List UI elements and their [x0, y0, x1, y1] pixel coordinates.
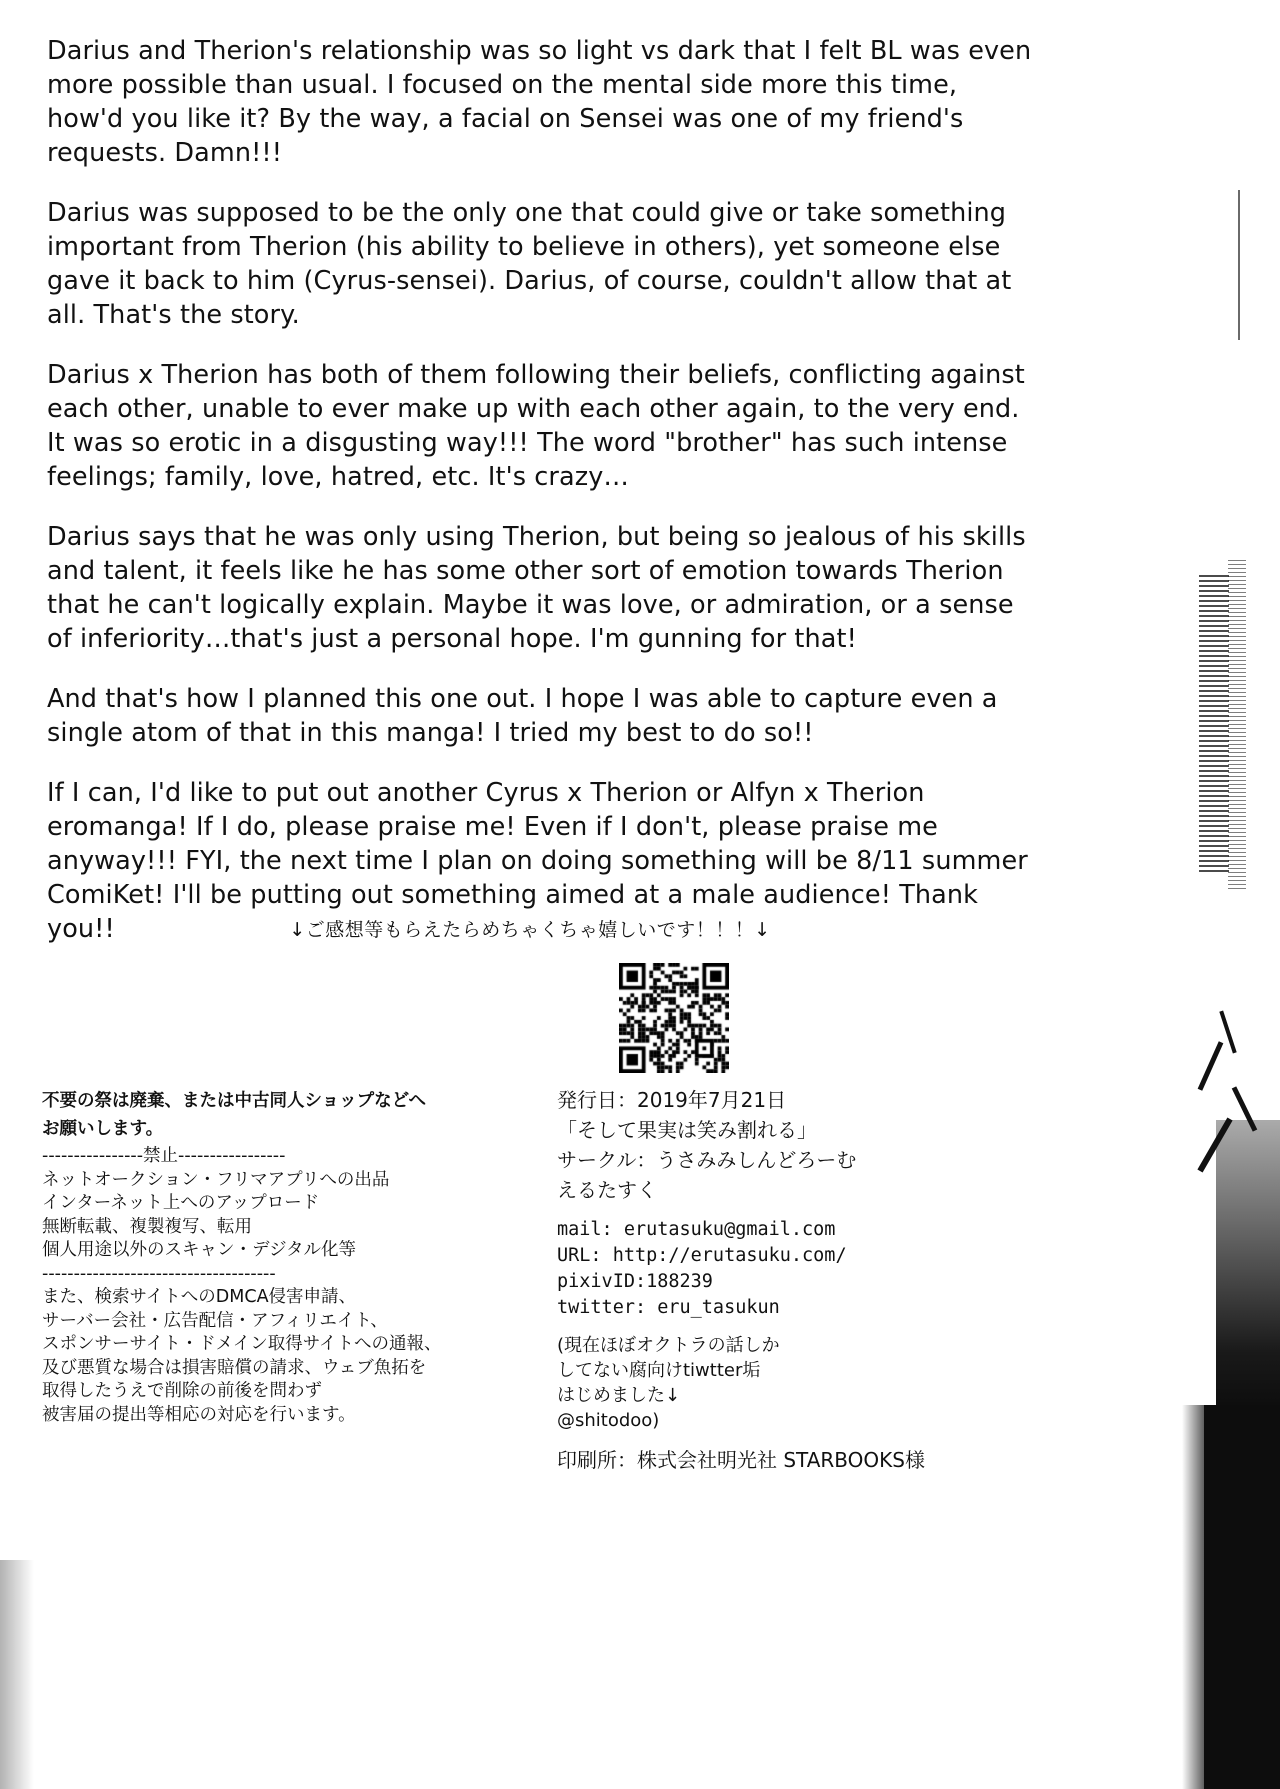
legal-line: ------------------------------------- — [42, 1263, 276, 1284]
contact-twitter[interactable]: twitter: eru_tasukun — [557, 1297, 780, 1318]
afterword-paragraph: Darius and Therion's relationship was so light vs dark that I felt BL was even more possible than usual. I focused on the mental side more this time, how'd you like it? By the way, a facial on Sensei was one of my friend's requests. Damn!!! — [47, 36, 1032, 168]
legal-line: また、検索サイトへのDMCA侵害申請、 — [42, 1287, 357, 1307]
page-gutter-shadow — [0, 1560, 34, 1789]
edge-ink-stroke — [1219, 1010, 1236, 1053]
edge-ink-stroke — [1197, 1118, 1232, 1173]
legal-line: 無断転載、複製複写、転用 — [42, 1216, 252, 1237]
afterword-paragraph: Darius x Therion has both of them following their beliefs, conflicting against each other, unable to ever make up with each other again, to the very end. It was so erotic in a disgusting way!!! The word "brother" has such intense feelings; family, love, hatred, etc. It's crazy… — [47, 360, 1025, 492]
edge-ink-mass — [1204, 1405, 1280, 1789]
edge-line-mark — [1238, 190, 1240, 340]
publication-date: 発行日：2019年7月21日 — [557, 1088, 787, 1112]
afterword-paragraph: Darius was supposed to be the only one that could give or take something important from Therion (his ability to believe in others), yet someone else gave it back to him (Cyrus-sensei). Darius, of course, couldn't allow that at all. That's the story. — [47, 198, 1012, 330]
legal-line: 不要の祭は廃棄、または中古同人ショップなどへ — [42, 1091, 426, 1111]
edge-screentone-band — [1199, 575, 1229, 875]
edge-ink-mass — [1216, 1120, 1280, 1410]
colophon-block — [557, 1085, 1027, 1475]
afterword-text-block — [47, 34, 1032, 972]
twitter-note-line: はじめました↓ — [557, 1385, 681, 1406]
afterword-paragraph: Darius says that he was only using Therion, but being so jealous of his skills and talent, it feels like he has some other sort of emotion towards Therion that he can't logically explain. Maybe it was love, or admiration, or a sense of inferiority…that's just a personal hope. I'm gunning for that! — [47, 522, 1026, 654]
afterword-paragraph: If I can, I'd like to put out another Cyrus x Therion or Alfyn x Therion eromanga! If I do, please praise me! Even if I don't, please praise me anyway!!! FYI, the next time I plan on doing something will be 8/11 summer ComiKet! I'll be putting out something aimed at a male audience! Thank you!! — [47, 778, 1028, 944]
legal-line: 被害届の提出等相応の対応を行います。 — [42, 1404, 356, 1425]
printer-name: 印刷所：株式会社明光社 STARBOOKS様 — [557, 1448, 925, 1472]
circle-name: サークル：うさみみしんどろーむ — [557, 1148, 857, 1172]
contact-pixiv-id[interactable]: pixivID:188239 — [557, 1271, 713, 1292]
edge-ink-stroke — [1232, 1086, 1258, 1131]
spacer — [557, 1321, 1027, 1333]
legal-line: ----------------禁止----------------- — [42, 1146, 286, 1166]
legal-line: 個人用途以外のスキャン・デジタル化等 — [42, 1240, 356, 1260]
contact-url[interactable]: URL: http://erutasuku.com/ — [557, 1245, 847, 1266]
author-name: えるたすく — [557, 1178, 657, 1202]
legal-line: 及び悪質な場合は損害賠償の請求、ウェブ魚拓を — [42, 1357, 427, 1378]
qr-code-icon[interactable] — [619, 963, 729, 1073]
afterword-paragraph: And that's how I planned this one out. I hope I was able to capture even a single atom of that in this manga! I tried my best to do so!! — [47, 684, 998, 748]
spacer — [557, 1433, 1027, 1445]
twitter-note-line: してない腐向けtiwtter垢 — [557, 1360, 761, 1381]
twitter-note-line: (現在ほぼオクトラの話しか — [557, 1335, 780, 1356]
legal-line: お願いします。 — [42, 1118, 164, 1139]
legal-line: ネットオークション・フリマアプリへの出品 — [42, 1169, 390, 1190]
legal-line: インターネット上へのアップロード — [42, 1193, 320, 1213]
edge-screentone-band — [1228, 560, 1246, 890]
edge-ink-stroke — [1198, 1041, 1224, 1091]
qr-caption: ↓ご感想等もらえたらめちゃくちゃ嬉しいです！！！↓ — [289, 919, 771, 941]
legal-line: 取得したうえで削除の前後を問わず — [42, 1381, 322, 1401]
contact-mail[interactable]: mail: erutasuku@gmail.com — [557, 1219, 836, 1240]
edge-ink-gradient — [1182, 1405, 1212, 1789]
book-title: 「そして果実は笑み割れる」 — [557, 1118, 817, 1142]
legal-line: スポンサーサイト・ドメイン取得サイトへの通報、 — [42, 1334, 442, 1354]
legal-notice-block — [42, 1090, 512, 1427]
twitter-note-line: @shitodoo) — [557, 1410, 660, 1431]
legal-line: サーバー会社・広告配信・アフィリエイト、 — [42, 1310, 388, 1331]
spacer — [557, 1205, 1027, 1217]
page-edge-artwork — [1152, 0, 1280, 1789]
